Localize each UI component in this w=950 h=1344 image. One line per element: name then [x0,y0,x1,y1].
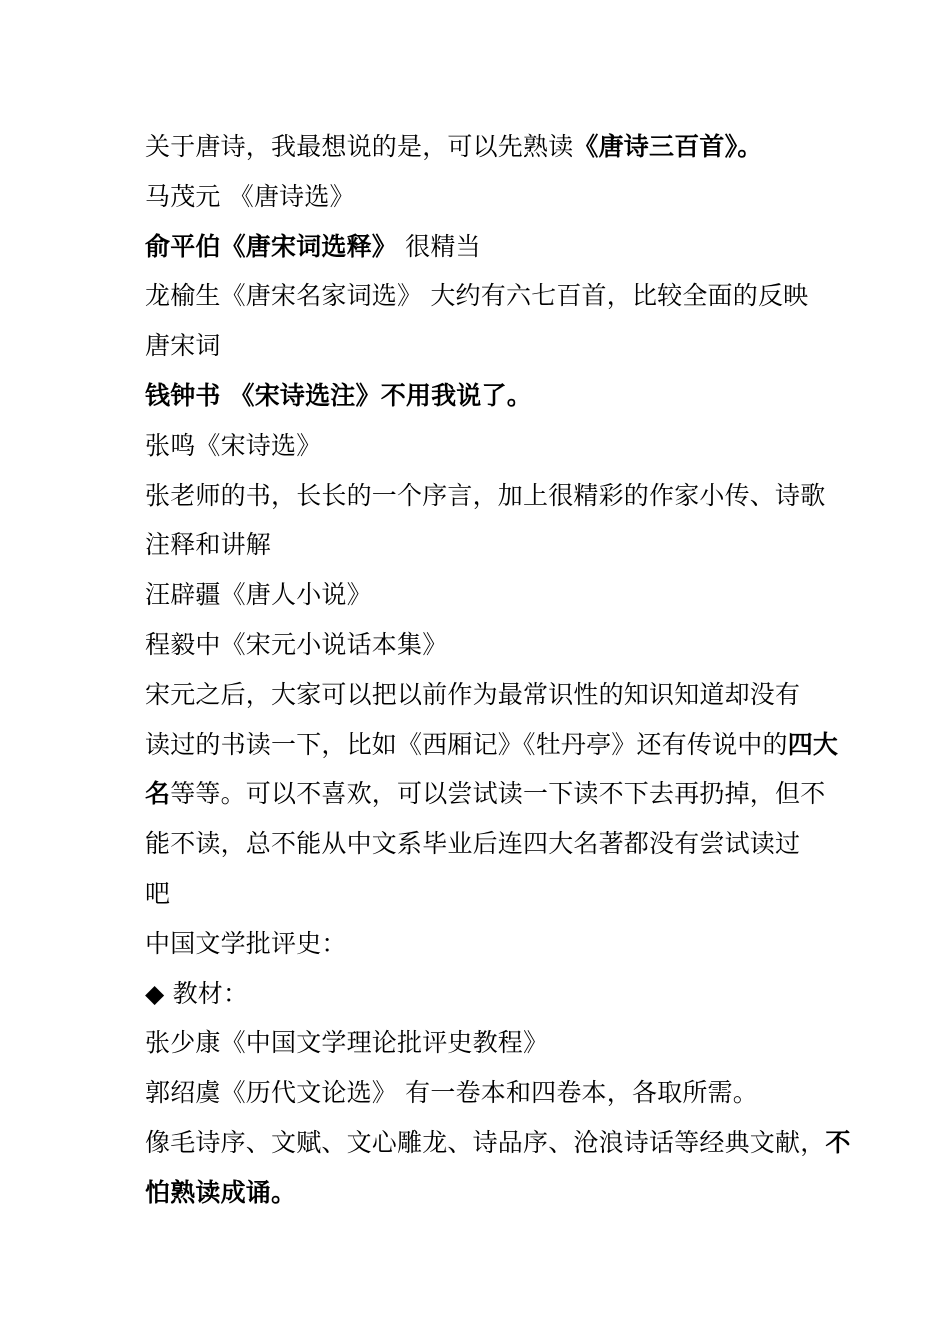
paragraph-line [145,520,835,570]
line-text: 马茂元 《唐诗选》 [145,181,355,211]
paragraph-line [145,421,835,471]
paragraph-line [145,371,835,421]
paragraph-line [145,819,835,869]
paragraph-line [145,321,835,371]
paragraph-line [145,122,835,172]
line-text: 关于唐诗，我最想说的是，可以先熟读 [145,132,574,161]
bold-text: 不 [825,1127,851,1157]
paragraph-line [145,670,835,720]
paragraph-line [145,1018,835,1068]
bold-text: 《唐诗三百首》。 [573,132,763,161]
line-text: 张少康《中国文学理论批评史教程》 [145,1028,549,1058]
line-text: 张老师的书，长长的一个序言，加上很精彩的作家小传、诗歌 [145,480,826,510]
document-body [145,122,851,1218]
line-text: 注释和讲解 [145,530,272,560]
line-text: 很精当 [397,231,481,261]
line-text: 吧 [145,878,171,908]
bold-text: 俞平伯《唐宋词选释》 [145,231,398,261]
line-text: 中国文学批评史： [145,928,347,958]
line-text: 程毅中《宋元小说话本集》 [145,629,448,659]
line-text: 宋元之后，大家可以把以前作为最常识性的知识知道却没有 [145,679,801,709]
line-text: 等等。可以不喜欢，可以尝试读一下读不下去再扔掉，但不 [170,779,826,809]
section-heading [145,919,835,969]
line-text: ◆ 教材： [145,978,249,1008]
line-text: 龙榆生《唐宋名家词选》 大约有六七百首，比较全面的反映 [145,281,809,311]
paragraph-line [145,271,835,321]
line-text: 郭绍虞《历代文论选》 有一卷本和四卷本，各取所需。 [145,1078,758,1108]
paragraph-line [145,570,835,620]
bold-text: 钱钟书 《宋诗选注》不用我说了。 [145,380,532,410]
line-text: 汪辟疆《唐人小说》 [145,580,372,610]
paragraph-line [145,1118,851,1168]
bold-text: 名 [145,779,171,809]
paragraph-line [145,1168,835,1218]
paragraph-line [145,769,835,819]
paragraph-line [145,471,835,521]
paragraph-line [145,869,835,919]
line-text: 唐宋词 [145,331,221,361]
paragraph-line [145,720,839,770]
paragraph-line [145,1068,835,1118]
line-text: 像毛诗序、文赋、文心雕龙、诗品序、沧浪诗话等经典文献， [145,1127,826,1157]
bold-text: 怕熟读成诵。 [145,1177,297,1207]
bold-text: 四大 [787,729,839,759]
paragraph-line [145,172,835,222]
paragraph-line [145,620,835,670]
bullet-item [145,969,835,1019]
line-text: 能不读，总不能从中文系毕业后连四大名著都没有尝试读过 [145,829,801,859]
line-text: 张鸣《宋诗选》 [145,430,322,460]
paragraph-line [145,222,835,272]
line-text: 读过的书读一下，比如《西厢记》《牡丹亭》还有传说中的 [145,729,788,759]
